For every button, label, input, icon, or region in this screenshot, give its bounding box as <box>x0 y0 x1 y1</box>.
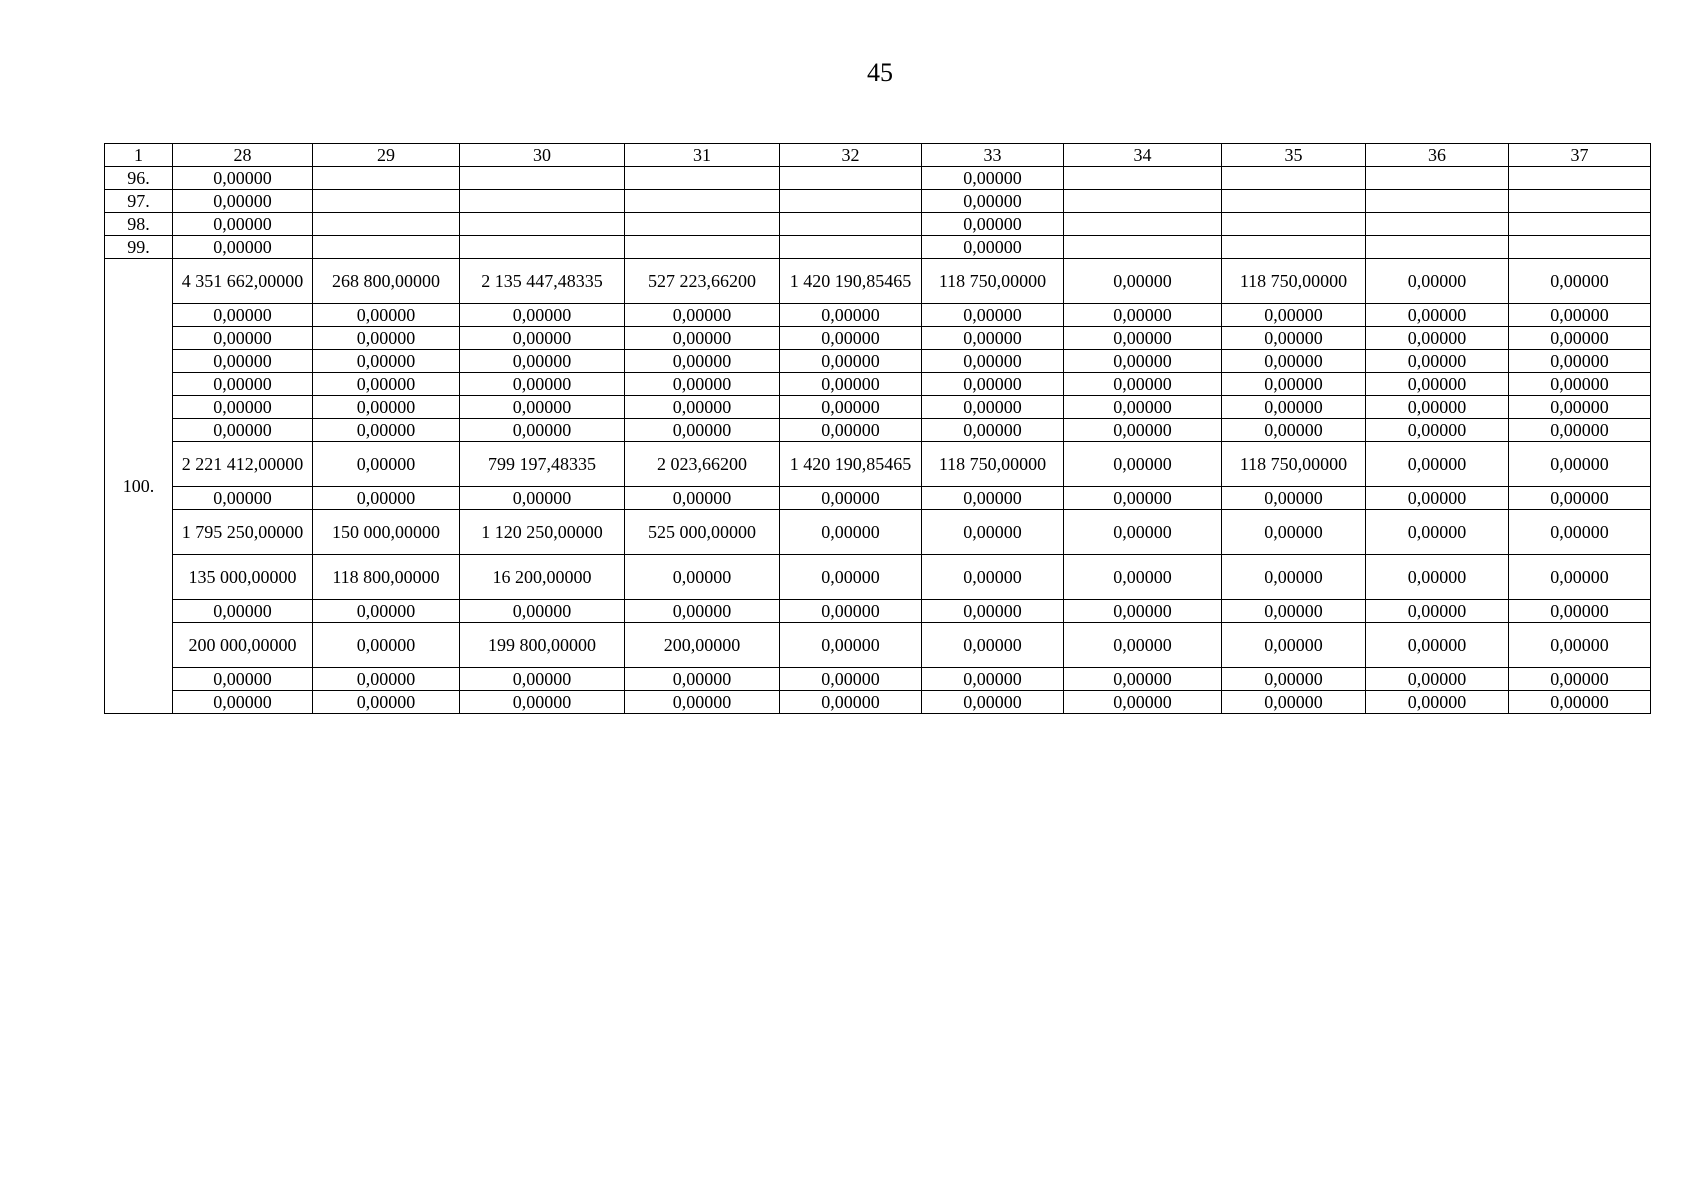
empty-cell <box>1064 213 1222 236</box>
table-cell: 0,00000 <box>1222 396 1366 419</box>
table-cell: 0,00000 <box>173 668 313 691</box>
table-cell: 0,00000 <box>1064 623 1222 668</box>
empty-cell <box>1509 236 1651 259</box>
table-cell: 0,00000 <box>173 350 313 373</box>
table-cell: 0,00000 <box>173 691 313 714</box>
table-cell: 0,00000 <box>780 327 922 350</box>
table-row <box>105 487 1651 510</box>
column-header: 29 <box>313 144 460 167</box>
table-row <box>105 259 1651 304</box>
table-cell: 799 197,48335 <box>460 442 625 487</box>
table-cell: 0,00000 <box>313 350 460 373</box>
table-cell: 0,00000 <box>1222 623 1366 668</box>
table-cell: 0,00000 <box>1222 327 1366 350</box>
table-cell: 0,00000 <box>1509 396 1651 419</box>
table-cell: 0,00000 <box>1509 623 1651 668</box>
row-number: 99. <box>105 236 173 259</box>
table-cell: 118 750,00000 <box>922 259 1064 304</box>
table-cell: 268 800,00000 <box>313 259 460 304</box>
table-cell: 0,00000 <box>922 555 1064 600</box>
table-cell: 199 800,00000 <box>460 623 625 668</box>
table-cell: 0,00000 <box>173 190 313 213</box>
table-cell: 0,00000 <box>1064 350 1222 373</box>
table-cell: 0,00000 <box>1366 259 1509 304</box>
table-cell: 0,00000 <box>173 304 313 327</box>
table-cell: 0,00000 <box>780 691 922 714</box>
table-cell: 0,00000 <box>1366 555 1509 600</box>
column-header: 28 <box>173 144 313 167</box>
row-number: 100. <box>105 259 173 714</box>
empty-cell <box>313 167 460 190</box>
table-cell: 0,00000 <box>173 327 313 350</box>
table-cell: 0,00000 <box>1509 510 1651 555</box>
table-cell: 0,00000 <box>1509 327 1651 350</box>
table-cell: 0,00000 <box>313 419 460 442</box>
table-cell: 0,00000 <box>1064 487 1222 510</box>
table-cell: 0,00000 <box>313 373 460 396</box>
table-cell: 527 223,66200 <box>625 259 780 304</box>
table-cell: 0,00000 <box>625 350 780 373</box>
table-cell: 0,00000 <box>1509 600 1651 623</box>
table-cell: 0,00000 <box>1366 327 1509 350</box>
table-cell: 0,00000 <box>1222 510 1366 555</box>
table-cell: 0,00000 <box>1366 510 1509 555</box>
table-cell: 0,00000 <box>1222 555 1366 600</box>
table-cell: 0,00000 <box>625 668 780 691</box>
table-row <box>105 623 1651 668</box>
table-cell: 150 000,00000 <box>313 510 460 555</box>
table-cell: 0,00000 <box>780 668 922 691</box>
table-row <box>105 167 1651 190</box>
table-cell: 0,00000 <box>780 419 922 442</box>
table-cell: 0,00000 <box>625 600 780 623</box>
table-cell: 0,00000 <box>313 623 460 668</box>
empty-cell <box>625 213 780 236</box>
empty-cell <box>625 190 780 213</box>
table-cell: 0,00000 <box>1509 259 1651 304</box>
table-cell: 0,00000 <box>1064 304 1222 327</box>
empty-cell <box>780 236 922 259</box>
table-cell: 0,00000 <box>780 373 922 396</box>
table-cell: 0,00000 <box>313 327 460 350</box>
table-cell: 200 000,00000 <box>173 623 313 668</box>
table-cell: 0,00000 <box>922 623 1064 668</box>
empty-cell <box>1222 213 1366 236</box>
table-body <box>105 144 1651 714</box>
table-cell: 1 420 190,85465 <box>780 442 922 487</box>
table-cell: 0,00000 <box>1366 668 1509 691</box>
table-cell: 0,00000 <box>313 668 460 691</box>
table-row <box>105 327 1651 350</box>
table-cell: 0,00000 <box>1064 396 1222 419</box>
row-number: 97. <box>105 190 173 213</box>
table-cell: 1 795 250,00000 <box>173 510 313 555</box>
table-row <box>105 350 1651 373</box>
column-header: 33 <box>922 144 1064 167</box>
table-cell: 0,00000 <box>1509 442 1651 487</box>
page-number: 45 <box>867 58 893 87</box>
table-cell: 0,00000 <box>313 487 460 510</box>
table-cell: 0,00000 <box>1064 600 1222 623</box>
table-cell: 2 135 447,48335 <box>460 259 625 304</box>
table-cell: 200,00000 <box>625 623 780 668</box>
table-cell: 0,00000 <box>460 668 625 691</box>
empty-cell <box>1509 190 1651 213</box>
table-cell: 0,00000 <box>460 373 625 396</box>
empty-cell <box>1064 167 1222 190</box>
table-cell: 0,00000 <box>780 600 922 623</box>
table-cell: 0,00000 <box>313 442 460 487</box>
row-number: 96. <box>105 167 173 190</box>
table-cell: 2 221 412,00000 <box>173 442 313 487</box>
table-row <box>105 442 1651 487</box>
table-cell: 0,00000 <box>1366 442 1509 487</box>
empty-cell <box>1222 167 1366 190</box>
table-cell: 0,00000 <box>780 555 922 600</box>
table-cell: 1 120 250,00000 <box>460 510 625 555</box>
table-cell: 525 000,00000 <box>625 510 780 555</box>
table-cell: 0,00000 <box>313 396 460 419</box>
column-header: 36 <box>1366 144 1509 167</box>
table-cell: 0,00000 <box>1064 555 1222 600</box>
table-cell: 0,00000 <box>1509 419 1651 442</box>
table-cell: 0,00000 <box>780 396 922 419</box>
empty-cell <box>1366 236 1509 259</box>
table-cell: 0,00000 <box>625 691 780 714</box>
table-cell: 0,00000 <box>780 304 922 327</box>
table-cell: 0,00000 <box>1509 691 1651 714</box>
table-cell: 0,00000 <box>1064 442 1222 487</box>
table-cell: 0,00000 <box>1064 419 1222 442</box>
table-cell: 0,00000 <box>922 396 1064 419</box>
table-cell: 0,00000 <box>313 304 460 327</box>
table-cell: 135 000,00000 <box>173 555 313 600</box>
empty-cell <box>780 167 922 190</box>
table-cell: 0,00000 <box>922 691 1064 714</box>
table-cell: 0,00000 <box>1064 691 1222 714</box>
table-cell: 118 800,00000 <box>313 555 460 600</box>
table-cell: 0,00000 <box>1222 350 1366 373</box>
empty-cell <box>1509 213 1651 236</box>
empty-cell <box>780 190 922 213</box>
table-cell: 0,00000 <box>173 487 313 510</box>
table-cell: 0,00000 <box>1064 259 1222 304</box>
table-cell: 0,00000 <box>460 691 625 714</box>
column-header: 32 <box>780 144 922 167</box>
empty-cell <box>460 213 625 236</box>
table-cell: 0,00000 <box>173 213 313 236</box>
empty-cell <box>780 213 922 236</box>
table-cell: 0,00000 <box>1222 691 1366 714</box>
table-cell: 4 351 662,00000 <box>173 259 313 304</box>
table-row <box>105 396 1651 419</box>
table-cell: 118 750,00000 <box>922 442 1064 487</box>
table-row <box>105 213 1651 236</box>
empty-cell <box>460 236 625 259</box>
table-cell: 0,00000 <box>922 600 1064 623</box>
table-cell: 0,00000 <box>1064 510 1222 555</box>
table-cell: 0,00000 <box>625 487 780 510</box>
table-cell: 0,00000 <box>1366 487 1509 510</box>
table-cell: 0,00000 <box>780 487 922 510</box>
table-header-row <box>105 144 1651 167</box>
table-cell: 0,00000 <box>460 350 625 373</box>
table-cell: 0,00000 <box>922 236 1064 259</box>
empty-cell <box>313 213 460 236</box>
column-header: 35 <box>1222 144 1366 167</box>
column-header: 30 <box>460 144 625 167</box>
row-number: 98. <box>105 213 173 236</box>
table-cell: 2 023,66200 <box>625 442 780 487</box>
column-header: 34 <box>1064 144 1222 167</box>
column-header: 37 <box>1509 144 1651 167</box>
data-table <box>104 143 1651 714</box>
table-cell: 0,00000 <box>780 623 922 668</box>
table-cell: 16 200,00000 <box>460 555 625 600</box>
table-cell: 0,00000 <box>460 304 625 327</box>
empty-cell <box>313 236 460 259</box>
table-cell: 0,00000 <box>1509 373 1651 396</box>
table-cell: 0,00000 <box>625 555 780 600</box>
table-row <box>105 510 1651 555</box>
table-cell: 0,00000 <box>922 487 1064 510</box>
table-cell: 0,00000 <box>625 396 780 419</box>
table-row <box>105 668 1651 691</box>
table-cell: 0,00000 <box>922 190 1064 213</box>
table-cell: 0,00000 <box>173 600 313 623</box>
table-cell: 0,00000 <box>460 396 625 419</box>
empty-cell <box>313 190 460 213</box>
table-cell: 0,00000 <box>1366 396 1509 419</box>
table-cell: 0,00000 <box>1509 304 1651 327</box>
table-cell: 0,00000 <box>1222 304 1366 327</box>
table-cell: 0,00000 <box>173 236 313 259</box>
empty-cell <box>1366 213 1509 236</box>
empty-cell <box>1064 236 1222 259</box>
empty-cell <box>1222 190 1366 213</box>
table-cell: 1 420 190,85465 <box>780 259 922 304</box>
empty-cell <box>1222 236 1366 259</box>
table-cell: 0,00000 <box>1509 668 1651 691</box>
table-cell: 0,00000 <box>922 350 1064 373</box>
table-cell: 0,00000 <box>1064 668 1222 691</box>
table-cell: 0,00000 <box>1222 487 1366 510</box>
table-cell: 0,00000 <box>1509 350 1651 373</box>
table-row <box>105 419 1651 442</box>
empty-cell <box>1064 190 1222 213</box>
table-cell: 0,00000 <box>173 167 313 190</box>
table-cell: 0,00000 <box>1366 623 1509 668</box>
table-row <box>105 691 1651 714</box>
table-row <box>105 304 1651 327</box>
table-cell: 0,00000 <box>922 213 1064 236</box>
table-cell: 0,00000 <box>460 419 625 442</box>
table-cell: 0,00000 <box>922 327 1064 350</box>
table-cell: 0,00000 <box>173 373 313 396</box>
table-cell: 0,00000 <box>460 327 625 350</box>
table-cell: 0,00000 <box>460 600 625 623</box>
table-cell: 0,00000 <box>1366 373 1509 396</box>
table-cell: 0,00000 <box>1366 304 1509 327</box>
table-cell: 0,00000 <box>173 419 313 442</box>
empty-cell <box>1366 167 1509 190</box>
empty-cell <box>625 167 780 190</box>
table-cell: 0,00000 <box>625 327 780 350</box>
table-cell: 0,00000 <box>1064 327 1222 350</box>
table-cell: 0,00000 <box>625 304 780 327</box>
empty-cell <box>625 236 780 259</box>
table-cell: 0,00000 <box>922 668 1064 691</box>
empty-cell <box>460 190 625 213</box>
table-cell: 0,00000 <box>922 304 1064 327</box>
empty-cell <box>1366 190 1509 213</box>
table-cell: 118 750,00000 <box>1222 259 1366 304</box>
table-cell: 0,00000 <box>922 167 1064 190</box>
table-cell: 0,00000 <box>625 419 780 442</box>
table-cell: 0,00000 <box>780 350 922 373</box>
table-cell: 0,00000 <box>922 419 1064 442</box>
table-cell: 0,00000 <box>313 691 460 714</box>
table-cell: 0,00000 <box>922 373 1064 396</box>
table-row <box>105 236 1651 259</box>
table-cell: 0,00000 <box>1222 419 1366 442</box>
table-cell: 0,00000 <box>1222 668 1366 691</box>
table-cell: 0,00000 <box>313 600 460 623</box>
column-header: 1 <box>105 144 173 167</box>
table-cell: 0,00000 <box>460 487 625 510</box>
table-row <box>105 373 1651 396</box>
table-cell: 0,00000 <box>922 510 1064 555</box>
table-row <box>105 600 1651 623</box>
table-cell: 0,00000 <box>1366 600 1509 623</box>
column-header: 31 <box>625 144 780 167</box>
table-cell: 0,00000 <box>1366 691 1509 714</box>
table-cell: 0,00000 <box>1222 600 1366 623</box>
empty-cell <box>460 167 625 190</box>
table-cell: 0,00000 <box>173 396 313 419</box>
table-cell: 118 750,00000 <box>1222 442 1366 487</box>
empty-cell <box>1509 167 1651 190</box>
table-cell: 0,00000 <box>1064 373 1222 396</box>
table-cell: 0,00000 <box>1366 419 1509 442</box>
table-cell: 0,00000 <box>780 510 922 555</box>
table-row <box>105 190 1651 213</box>
table-cell: 0,00000 <box>625 373 780 396</box>
table-cell: 0,00000 <box>1222 373 1366 396</box>
table-cell: 0,00000 <box>1366 350 1509 373</box>
table-cell: 0,00000 <box>1509 555 1651 600</box>
table-cell: 0,00000 <box>1509 487 1651 510</box>
table-row <box>105 555 1651 600</box>
